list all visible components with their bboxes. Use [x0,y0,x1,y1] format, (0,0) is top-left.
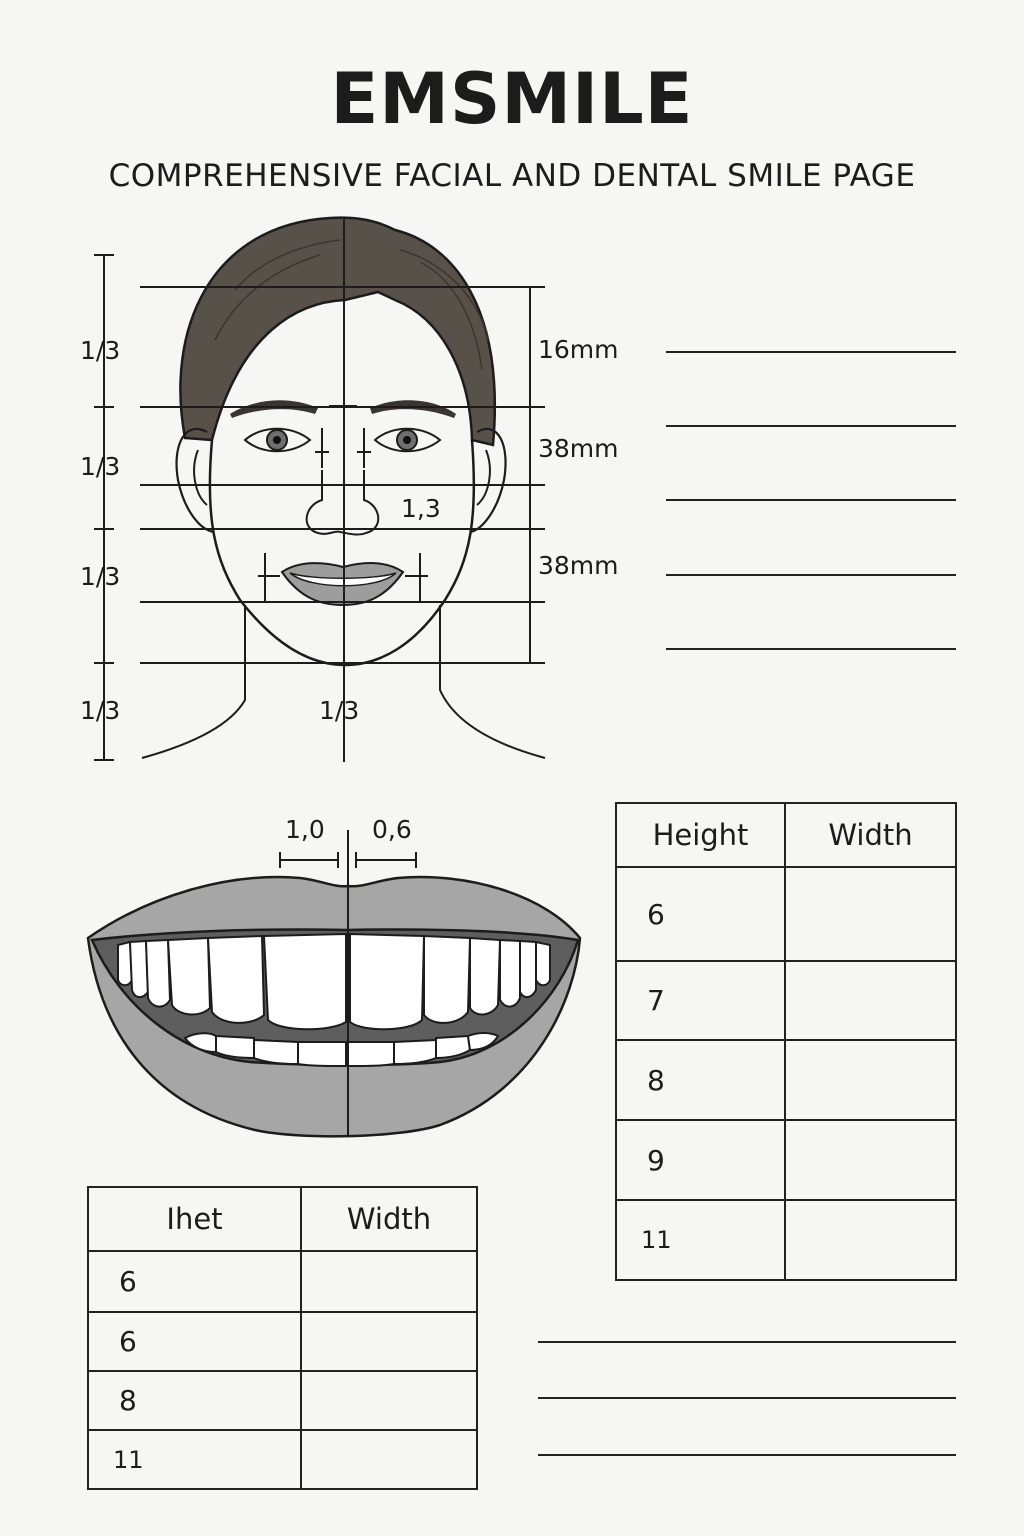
row-label: 8 [616,1040,785,1120]
face-outline [210,440,474,665]
table-row [616,1040,956,1120]
upper-tooth [146,940,170,1007]
neck-outline [142,605,245,758]
table-row [616,1120,956,1200]
row-label: 6 [88,1312,301,1371]
table-row [616,961,956,1040]
note-line[interactable] [666,499,956,501]
lower-tooth [254,1040,298,1064]
third-label-4: 1/3 [80,696,121,725]
note-line[interactable] [538,1397,956,1399]
note-line[interactable] [538,1341,956,1343]
third-label-3: 1/3 [80,562,121,591]
lower-tooth [216,1036,254,1058]
measure-label-16mm: 16mm [538,335,619,364]
nose-ratio-label: 1,3 [401,494,441,523]
table-row [88,1251,477,1312]
width-cell[interactable] [785,1040,956,1120]
page-title: EMSMILE [330,58,694,140]
lower-tooth [348,1042,394,1066]
width-cell[interactable] [785,1120,956,1200]
tooth-measure-table-left [87,1186,478,1490]
third-label-1: 1/3 [80,336,121,365]
upper-tooth [208,936,264,1023]
row-label: 8 [88,1371,301,1430]
row-label: 6 [616,867,785,961]
note-line[interactable] [538,1454,956,1456]
upper-tooth [520,941,536,997]
width-cell[interactable] [785,961,956,1040]
note-line[interactable] [666,648,956,650]
right-eyebrow [370,400,456,418]
upper-tooth [470,938,500,1014]
column-header: Height [616,803,785,867]
upper-tooth [536,942,550,985]
upper-tooth [350,934,424,1029]
upper-tooth [424,936,470,1023]
column-header: Width [785,803,956,867]
row-label: 7 [616,961,785,1040]
width-cell[interactable] [785,1200,956,1280]
note-line[interactable] [666,351,956,353]
width-cell[interactable] [301,1312,477,1371]
upper-tooth [500,940,520,1007]
measure-label-38mm-lower: 38mm [538,551,619,580]
table-row [88,1371,477,1430]
lower-tooth [298,1042,346,1066]
smile-measure-right: 0,6 [372,815,412,844]
smile-measure-left: 1,0 [285,815,325,844]
nose [307,470,379,535]
table-row [88,1312,477,1371]
table-row [616,867,956,961]
chin-third-label: 1/3 [319,696,360,725]
page-subtitle: COMPREHENSIVE FACIAL AND DENTAL SMILE PAGE [108,158,916,194]
width-cell[interactable] [785,867,956,961]
column-header: Ihet [88,1187,301,1251]
lower-tooth [394,1040,436,1064]
table-row [88,1430,477,1489]
note-line[interactable] [666,425,956,427]
smile-diagram [0,800,600,1160]
row-label: 11 [616,1200,785,1280]
width-cell[interactable] [301,1430,477,1489]
third-label-2: 1/3 [80,452,121,481]
width-cell[interactable] [301,1371,477,1430]
row-label: 6 [88,1251,301,1312]
upper-tooth [264,934,346,1029]
column-header: Width [301,1187,477,1251]
tooth-measure-table-right [615,802,957,1281]
table-row [616,1200,956,1280]
row-label: 9 [616,1120,785,1200]
measure-label-38mm-upper: 38mm [538,434,619,463]
row-label: 11 [88,1430,301,1489]
width-cell[interactable] [301,1251,477,1312]
upper-tooth [168,938,210,1014]
left-eyebrow [230,400,318,418]
note-line[interactable] [666,574,956,576]
